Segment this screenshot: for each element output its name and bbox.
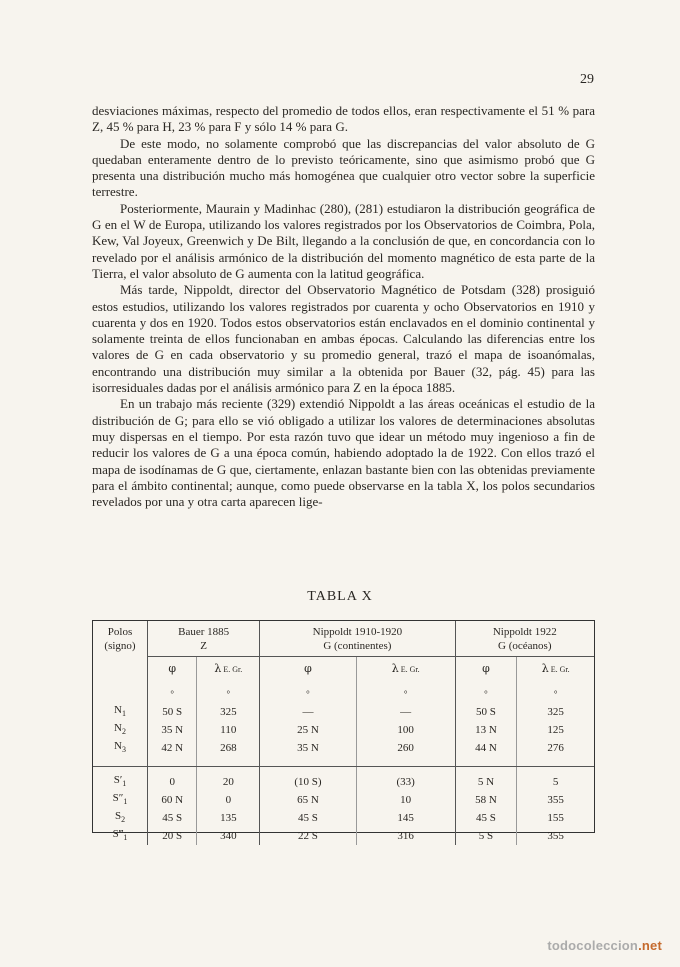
data-table	[92, 620, 595, 843]
group-title: Nippoldt 1922	[492, 626, 557, 638]
lambda-column-header: λ E. Gr.	[197, 657, 260, 682]
watermark-text: todocoleccion	[547, 938, 639, 953]
oceanos-phi: 58 N	[455, 791, 517, 809]
phi-column-header: φ	[260, 657, 356, 682]
bauer-phi: 42 N	[148, 739, 197, 757]
bauer-lambda: 0	[197, 791, 260, 809]
oceanos-phi: 44 N	[455, 739, 517, 757]
group-subtitle: G (océanos)	[498, 640, 552, 652]
continentes-phi: 25 N	[260, 721, 356, 739]
separator-cell	[455, 758, 517, 767]
pole-label: $N_3$	[114, 740, 126, 755]
separator-cell	[93, 758, 148, 767]
oceanos-phi: 5 N	[455, 773, 517, 791]
lambda-column-header: λ E. Gr.	[356, 657, 455, 682]
group-header-bauer	[148, 621, 260, 657]
oceanos-lambda: 355	[517, 791, 594, 809]
oceanos-lambda: 5	[517, 773, 594, 791]
table-title: TABLA X	[307, 589, 373, 604]
degree-mark: °	[455, 681, 517, 703]
group-title: Bauer 1885	[178, 626, 230, 638]
table-row	[93, 773, 594, 791]
polos-header	[93, 621, 148, 681]
polos-label: Polos	[107, 626, 133, 638]
bauer-phi: 35 N	[148, 721, 197, 739]
pole-label: $S‴_1$	[112, 828, 128, 843]
phi-column-header: φ	[455, 657, 517, 682]
bauer-phi: 50 S	[148, 703, 197, 721]
continentes-lambda: (33)	[356, 773, 455, 791]
section-separator	[93, 758, 594, 767]
degree-row	[93, 681, 594, 703]
bauer-phi: 45 S	[148, 809, 197, 827]
lambda-column-header: λ E. Gr.	[517, 657, 594, 682]
separator-cell	[197, 758, 260, 767]
oceanos-phi: 45 S	[455, 809, 517, 827]
oceanos-lambda: 355	[517, 827, 594, 845]
continentes-lambda: 260	[356, 739, 455, 757]
pole-label: $S'_1$	[113, 773, 127, 788]
oceanos-lambda: 125	[517, 721, 594, 739]
table-row	[93, 721, 594, 739]
degree-mark: °	[260, 681, 356, 703]
degree-spacer	[93, 681, 148, 703]
bauer-phi: 60 N	[148, 791, 197, 809]
separator-cell	[356, 758, 455, 767]
table-row	[93, 739, 594, 757]
continentes-phi: 65 N	[260, 791, 356, 809]
pole-label: $S_2$	[114, 809, 126, 825]
signo-label: (signo)	[104, 640, 136, 652]
table-row	[93, 809, 594, 827]
table-row	[93, 827, 594, 845]
continentes-lambda: 10	[356, 791, 455, 809]
group-subtitle: Z	[200, 640, 207, 652]
paragraph: Posteriormente, Maurain y Madinhac (280), (281) estudiaron la distribución geográfica de G en el W de Europa, utilizando los valores registrados por los Observatorios de Coimbra, Pola, Kew, Val Joyeux, Greenwich y De Bilt, llegando a la conclusión de que, en concordancia con lo revelado por el análisis armónico de la distribución del momento magnético de esta parte de la Tierra, el valor absoluto de G aumenta con la latitud geográfica.	[92, 200, 595, 281]
continentes-phi: —	[260, 703, 356, 721]
group-header-oceanos	[455, 621, 594, 657]
separator-cell	[517, 758, 594, 767]
continentes-phi: 22 S	[260, 827, 356, 845]
group-header-continentes	[260, 621, 455, 657]
paragraph: desviaciones máximas, respecto del promedio de todos ellos, eran respectivamente el 51 % para Z, 45 % para H, 23 % para F y sólo 14 % para G.	[92, 103, 595, 135]
body-text	[92, 103, 595, 510]
continentes-lambda: —	[356, 703, 455, 721]
oceanos-phi: 5 S	[455, 827, 517, 845]
continentes-phi: (10 S)	[260, 773, 356, 791]
table-row	[93, 703, 594, 721]
table-row	[93, 791, 594, 809]
continentes-lambda: 100	[356, 721, 455, 739]
page-number: 29	[580, 72, 594, 87]
watermark-domain: .net	[638, 938, 662, 953]
bauer-lambda: 325	[197, 703, 260, 721]
continentes-lambda: 316	[356, 827, 455, 845]
oceanos-phi: 50 S	[455, 703, 517, 721]
phi-column-header: φ	[148, 657, 197, 682]
paragraph: De este modo, no solamente comprobó que las discrepancias del valor absoluto de G quedaban enteramente dentro de lo previsto teóricamente, sino que asimismo probó que G presenta una distribución mucho más homogénea que cualquier otro vector sobre la superficie terrestre.	[92, 135, 595, 200]
continentes-phi: 45 S	[260, 809, 356, 827]
degree-mark: °	[197, 681, 260, 703]
separator-cell	[148, 758, 197, 767]
bauer-lambda: 340	[197, 827, 260, 845]
bauer-lambda: 110	[197, 721, 260, 739]
watermark-logo	[547, 938, 662, 953]
pole-label: $N_2$	[114, 722, 126, 737]
degree-mark: °	[356, 681, 455, 703]
separator-cell	[260, 758, 356, 767]
bauer-lambda: 135	[197, 809, 260, 827]
continentes-phi: 35 N	[260, 739, 356, 757]
oceanos-phi: 13 N	[455, 721, 517, 739]
bauer-phi: 0	[148, 773, 197, 791]
oceanos-lambda: 325	[517, 703, 594, 721]
continentes-lambda: 145	[356, 809, 455, 827]
pole-label: $N_1$	[114, 704, 126, 719]
oceanos-lambda: 155	[517, 809, 594, 827]
bauer-lambda: 20	[197, 773, 260, 791]
paragraph: Más tarde, Nippoldt, director del Observatorio Magnético de Potsdam (328) prosiguió estos estudios, utilizando los valores registrados por cuarenta y ocho Observatorios en 1910 y cuarenta y dos en 1920. Todos estos observatorios están enclavados en el dominio continental y solamente treinta de ellos funcionaban en ambas épocas. Calculando las diferencias entre los valores de G en cada observatorio y su promedio general, trazó el mapa de isoanómalas, encontrando una distribución muy similar a la obtenida por Bauer (32, pág. 45) para las isorresiduales dadas por el análisis armónico para Z en la época 1885.	[92, 282, 595, 396]
oceanos-lambda: 276	[517, 739, 594, 757]
paragraph: En un trabajo más reciente (329) extendió Nippoldt a las áreas oceánicas el estudio de la distribución de G; para ello se vió obligado a utilizar los valores de determinaciones absolutas muy dispersas en el tiempo. Por esta razón tuvo que idear un método muy ingenioso a fin de reducir los valores de G a una época común, habiendo adoptado la de 1922. Con ellos trazó el mapa de isodínamas de G que, ciertamente, enlazan bastante bien con las obtenidas previamente para el ámbito continental; aunque, como puede observarse en la tabla X, los polos secundarios revelados por una y otra carta aparecen lige-	[92, 396, 595, 510]
degree-mark: °	[148, 681, 197, 703]
pole-label: $S''_1$	[112, 791, 128, 806]
bauer-phi: 20 S	[148, 827, 197, 845]
degree-mark: °	[517, 681, 594, 703]
group-subtitle: G (continentes)	[323, 640, 392, 652]
bauer-lambda: 268	[197, 739, 260, 757]
group-title: Nippoldt 1910-1920	[312, 626, 403, 638]
